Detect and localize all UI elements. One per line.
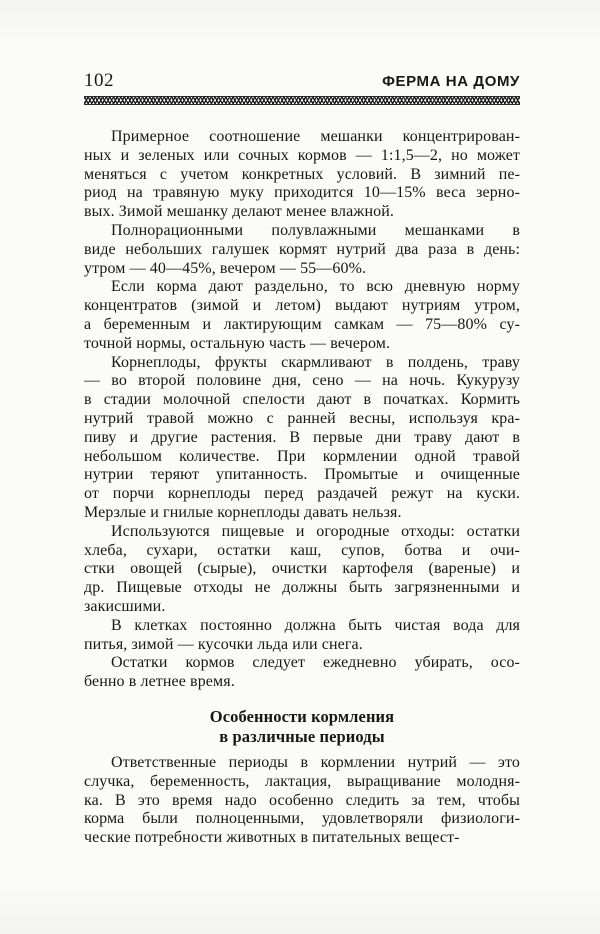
body-line: нутрии теряют упитанность. Промытые и очищенные xyxy=(84,466,520,484)
body-line: др. Пищевые отходы не должны быть загрязненными и xyxy=(84,579,520,597)
heading-line: в различные периоды xyxy=(219,726,385,746)
body-line: питья, зимой — кусочки льда или снега. xyxy=(84,635,363,653)
body-line: утром — 40—45%, вечером — 55—60%. xyxy=(84,259,367,277)
paragraph xyxy=(84,617,520,655)
body-line: В клетках постоянно должна быть чистая вода для xyxy=(111,616,520,634)
page-header xyxy=(84,70,520,92)
text-block xyxy=(84,128,520,848)
body-line: стки овощей (сырые), очистки картофеля (вареные) и xyxy=(84,560,520,578)
body-line: корма были полноценными, удовлетворяли физиологи- xyxy=(84,810,520,828)
body-line: виде небольших галушек кормят нутрий два раза в день: xyxy=(84,240,520,258)
page-number: 102 xyxy=(84,70,114,91)
body-line: ческие потребности животных в питательных вещест- xyxy=(84,829,460,847)
body-line: нутрий травой можно с ранней весны, используя кра- xyxy=(84,409,520,427)
body-line: случка, беременность, лактация, выращивание молодня- xyxy=(84,772,520,790)
body-line: Если корма дают раздельно, то всю дневную норму xyxy=(111,278,520,296)
body-line: меняться с учетом конкретных условий. В зимний пе- xyxy=(84,165,520,183)
body-line: ка. В это время надо особенно следить за тем, чтобы xyxy=(84,791,520,809)
body-line: ных и зеленых или сочных кормов — 1:1,5—2, но может xyxy=(84,146,520,164)
body-line: Полнорационными полувлажными мешанками в xyxy=(111,221,520,239)
body-line: Остатки кормов следует ежедневно убирать, осо- xyxy=(111,654,520,672)
section-heading xyxy=(84,707,520,747)
body-line: риод на травяную муку приходится 10—15% веса зерно- xyxy=(84,184,520,202)
running-title: ФЕРМА НА ДОМУ xyxy=(382,73,520,90)
paragraph xyxy=(84,754,520,848)
body-line: бенно в летнее время. xyxy=(84,673,235,691)
body-line: хлеба, сухари, остатки каш, супов, ботва и очи- xyxy=(84,541,520,559)
paragraph xyxy=(84,278,520,353)
paragraph xyxy=(84,128,520,222)
body-line: пиву и другие растения. В первые дни траву дают в xyxy=(84,428,520,446)
body-line: Ответственные периоды в кормлении нутрий — это xyxy=(111,753,520,771)
body-line: Примерное соотношение мешанки концентрирован- xyxy=(111,128,520,145)
body-line: вых. Зимой мешанку делают менее влажной. xyxy=(84,203,394,221)
body-line: точной нормы, остальную часть — вечером. xyxy=(84,334,391,352)
body-line: от порчи корнеплоды перед раздачей режут на куски. xyxy=(84,485,520,503)
body-line: Корнеплоды, фрукты скармливают в полдень, траву xyxy=(111,353,520,371)
body-line: Мерзлые и гнилые корнеплоды давать нельзя. xyxy=(84,503,402,521)
body-line: в стадии молочной спелости дают в початках. Кормить xyxy=(84,391,520,409)
body-line: небольшом количестве. При кормлении одной травой xyxy=(84,447,520,465)
body-line: закисшими. xyxy=(84,597,166,615)
ornamental-rule xyxy=(84,96,520,105)
body-line: — во второй половине дня, сено — на ночь. Кукурузу xyxy=(84,372,520,390)
paragraph xyxy=(84,523,520,617)
paragraph xyxy=(84,222,520,278)
body-line: Используются пищевые и огородные отходы: остатки xyxy=(111,522,520,540)
body-line: а беременным и лактирующим самкам — 75—80% су- xyxy=(84,315,520,333)
body-line: концентратов (зимой и летом) выдают нутриям утром, xyxy=(84,297,520,315)
heading-line: Особенности кормления xyxy=(209,706,395,726)
paragraph xyxy=(84,354,520,523)
paragraph xyxy=(84,654,520,692)
